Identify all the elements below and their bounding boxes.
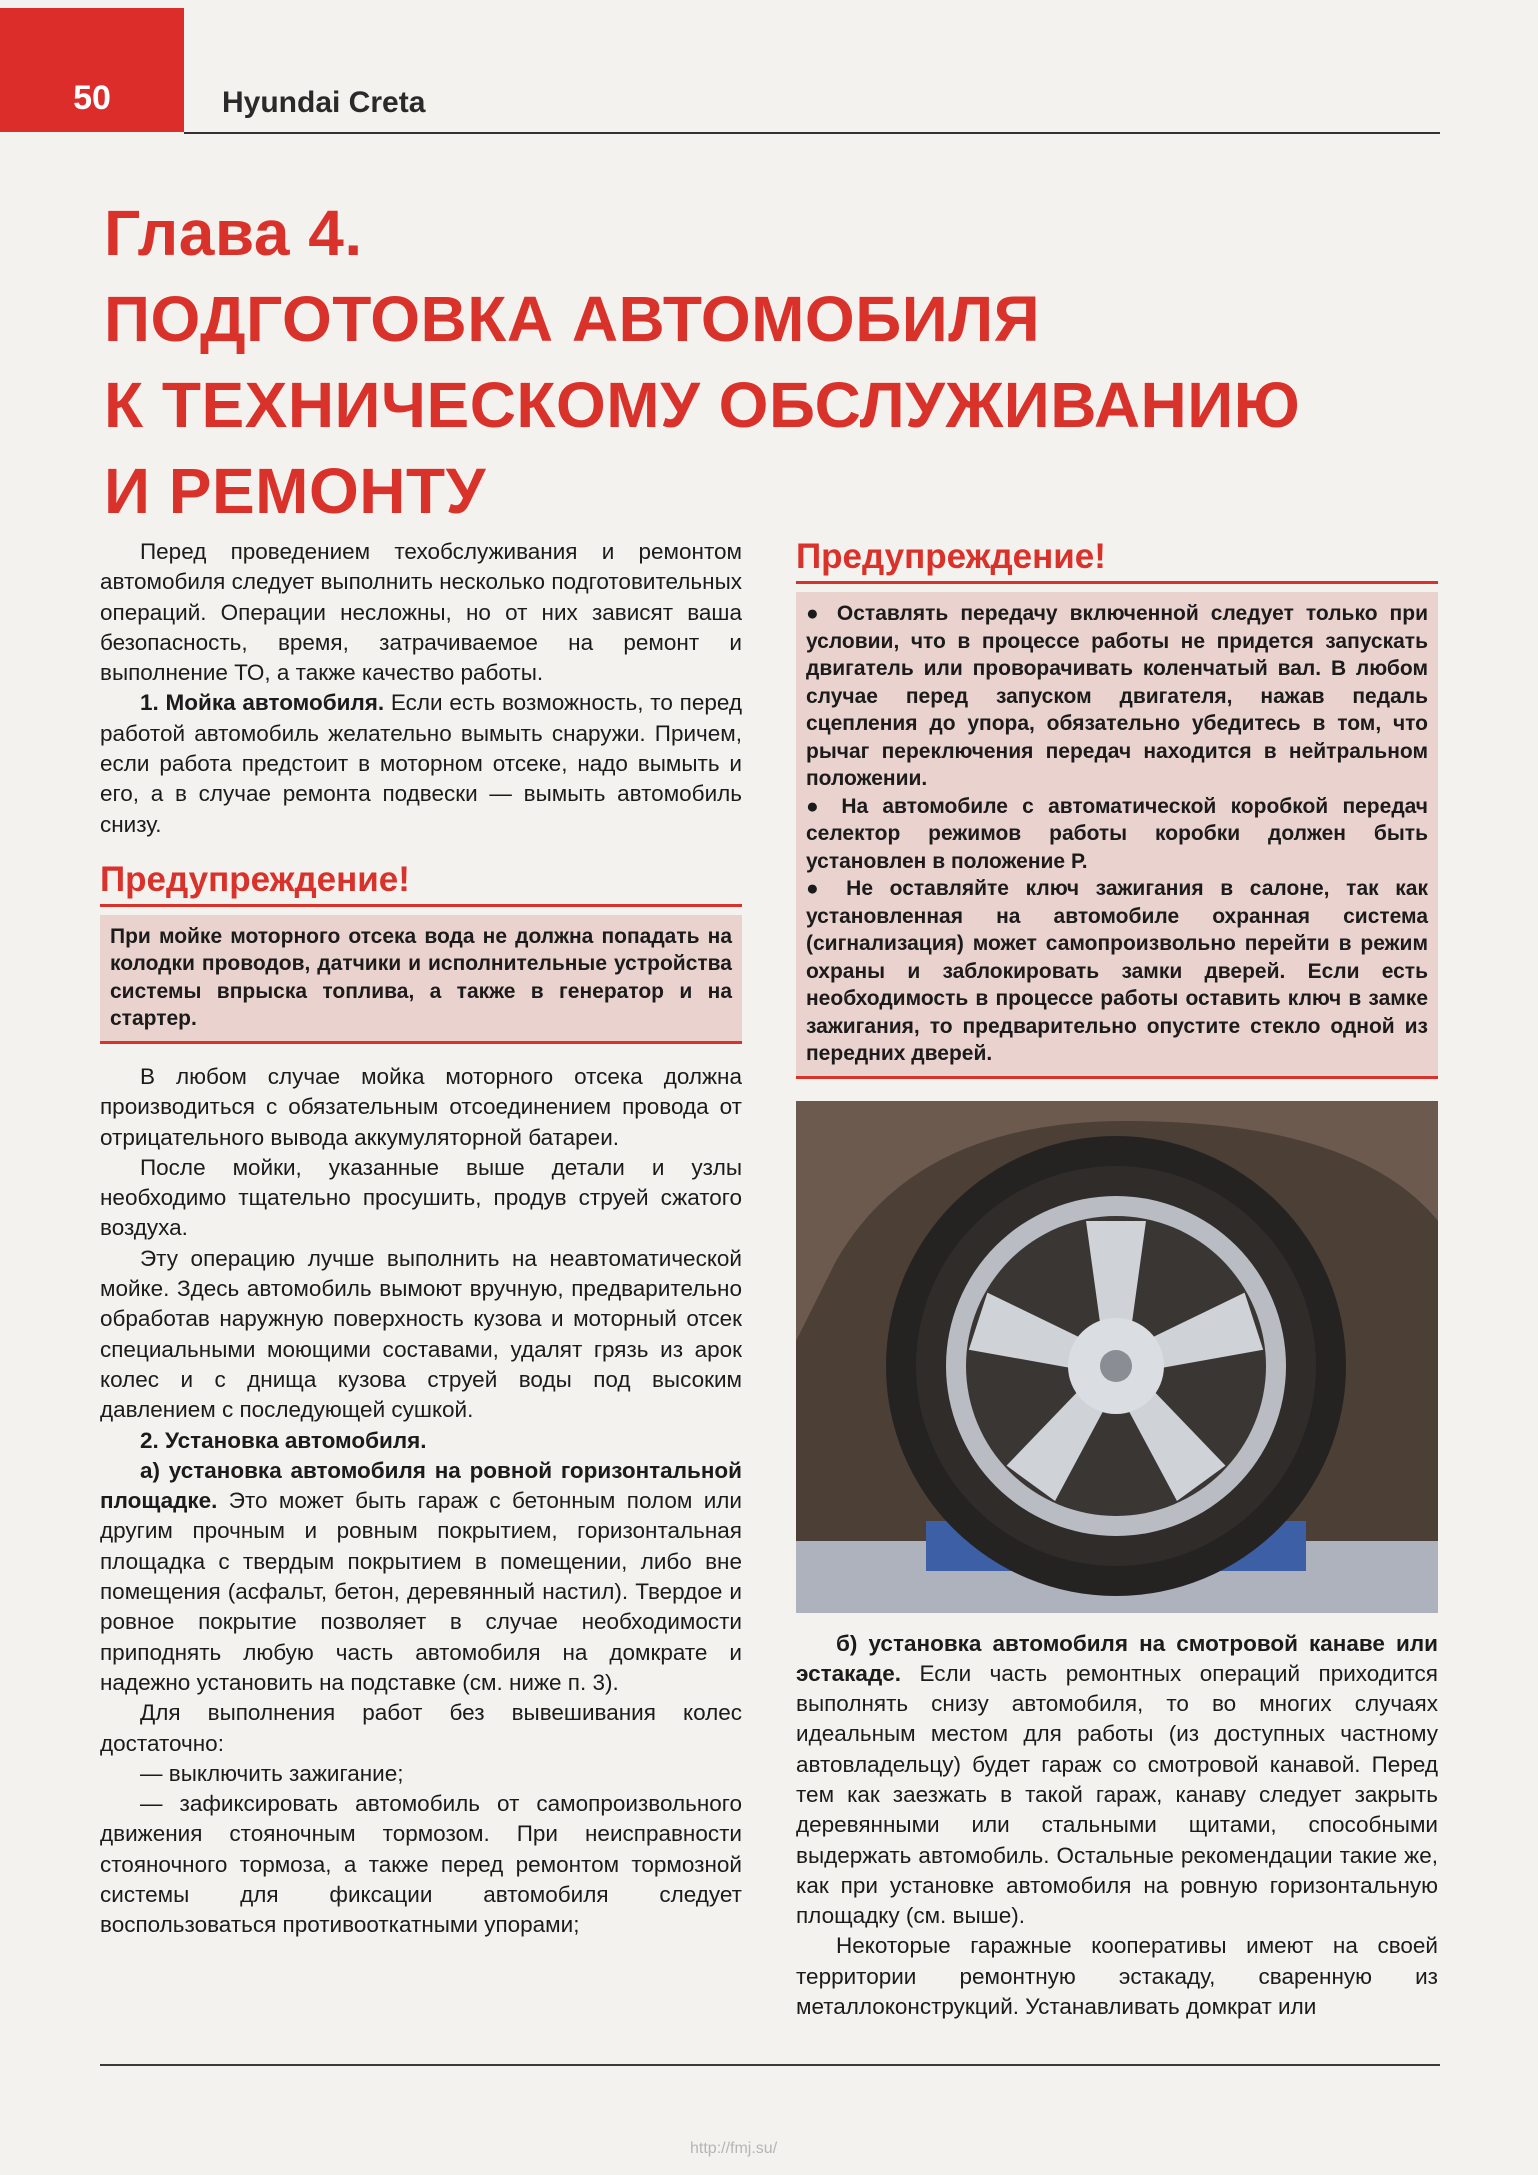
install-a-text: Это может быть гараж с бетонным полом или другим прочным и ровным покрытием, горизонтальная площадка с твердым покрытием в помещении, либо вне помещения (асфальт, бетон, деревянный настил). Твердое и ровное покрытие позволяет в случае необходимости приподнять любую часть автомобиля на домкрате и надежно установить на подставке (см. ниже п. 3). <box>100 1488 742 1695</box>
warning-bullet: ● На автомобиле с автоматической коробкой передач селектор режимов работы коробки должен быть установлен в положение Р. <box>806 794 1428 873</box>
paragraph: Эту операцию лучше выполнить на неавтоматической мойке. Здесь автомобиль вымоют вручную, предварительно обработав наружную поверхность кузова и моторный отсек специальными моющими составами, удалят грязь из арок колес и с днища кузова струей воды под высоким давлением с последующей сушкой. <box>100 1245 742 1423</box>
wash-heading: 1. Мойка автомобиля. <box>140 690 385 716</box>
header-rule <box>184 132 1440 134</box>
install-a-heading: а) установка автомобиля на ровной горизонтальной площадке. <box>100 1457 742 1514</box>
warning-title: Предупреждение! <box>796 537 1438 584</box>
install-a-paragraph <box>100 1456 742 1698</box>
intro-paragraph: Перед проведением техобслуживания и ремонтом автомобиля следует выполнить несколько подготовительных операций. Операции несложны, но от них зависят ваша безопасность, время, затрачиваемое на ремонт и выполнение ТО, а также качество работы. <box>100 539 742 686</box>
book-title: Hyundai Creta <box>222 86 426 119</box>
paragraph: Для выполнения работ без вывешивания колес достаточно: <box>100 1700 742 1756</box>
warning-title: Предупреждение! <box>100 860 742 907</box>
watermark: http://fmj.su/ <box>690 2140 778 2157</box>
install-heading: 2. Установка автомобиля. <box>140 1427 427 1453</box>
chapter-number: Глава 4. <box>104 197 363 269</box>
right-column <box>796 537 1438 2022</box>
wash-text: Если есть возможность, то перед работой автомобиль желательно вымыть снаружи. Причем, если работа предстоит в моторном отсеке, надо вымыть и его, а в случае ремонта подвески — вымыть автомобиль снизу. <box>100 690 742 837</box>
chapter-title-line: ПОДГОТОВКА АВТОМОБИЛЯ <box>104 283 1041 355</box>
wheel-photo <box>796 1101 1438 1613</box>
install-b-heading: б) установка автомобиля на смотровой канаве или эстакаде. <box>796 1630 1438 1686</box>
warning-bullet-text: Не оставляйте ключ зажигания в салоне, так как установленная на автомобиле охранная система (сигнализация) может самопроизвольно перейти в режим охраны и заблокировать замки дверей. Если есть необходимость в процессе работы оставить ключ в замке зажигания, то предварительно опустите стекло одной из передних дверей. <box>806 877 1428 1065</box>
left-column <box>100 537 742 1941</box>
dash-item: — выключить зажигание; <box>140 1760 404 1786</box>
warning-text: При мойке моторного отсека вода не должна попадать на колодки проводов, датчики и исполнительные устройства системы впрыска топлива, а также в генератор и на стартер. <box>110 924 732 1031</box>
dash-item: — зафиксировать автомобиль от самопроизвольного движения стояночным тормозом. При неисправности стояночного тормоза, а также перед ремонтом тормозной системы для фиксации автомобиля следует воспользоваться противооткатными упорами; <box>100 1791 742 1938</box>
paragraph: После мойки, указанные выше детали и узлы необходимо тщательно просушить, продув струей сжатого воздуха. <box>100 1154 742 1241</box>
page-number: 50 <box>73 79 111 117</box>
chapter-title <box>104 190 1444 534</box>
install-b-text: Если часть ремонтных операций приходится выполнять снизу автомобиля, то во многих случаях идеальным местом для работы (из доступных частному автовладельцу) будет гараж со смотровой канавой. Перед тем как заезжать в такой гараж, канаву следует закрыть деревянными или стальными щитами, способными выдержать автомобиль. Остальные рекомендации такие же, как при установке автомобиля на ровную горизонтальную площадку (см. выше). <box>796 1660 1438 1929</box>
paragraph: Некоторые гаражные кооперативы имеют на своей территории ремонтную эстакаду, сваренную из металлоконструкций. Устанавливать домкрат или <box>796 1933 1438 2020</box>
page-number-badge <box>0 8 184 132</box>
wash-paragraph <box>100 688 742 839</box>
footer-rule <box>100 2064 1440 2066</box>
chapter-title-line: И РЕМОНТУ <box>104 455 486 527</box>
warning-box <box>796 592 1438 1079</box>
warning-bullet-text: На автомобиле с автоматической коробкой передач селектор режимов работы коробки должен быть установлен в положение Р. <box>806 794 1428 873</box>
warning-bullet-text: Оставлять передачу включенной следует только при условии, что в процессе работы не придется запускать двигатель или проворачивать коленчатый вал. В любом случае перед запуском двигателя, нажав педаль сцепления до упора, обязательно убедитесь в том, что рычаг переключения передач находится в нейтральном положении. <box>806 602 1428 790</box>
wheel-illustration <box>796 1101 1438 1613</box>
install-b-paragraph <box>796 1629 1438 1932</box>
warning-bullet: ● Оставлять передачу включенной следует только при условии, что в процессе работы не придется запускать двигатель или проворачивать коленчатый вал. В любом случае перед запуском двигателя, нажав педаль сцепления до упора, обязательно убедитесь в том, что рычаг переключения передач находится в нейтральном положении. <box>806 602 1428 790</box>
paragraph: В любом случае мойка моторного отсека должна производиться с обязательным отсоединением провода от отрицательного вывода аккумуляторной батареи. <box>100 1063 742 1150</box>
warning-box <box>100 915 742 1044</box>
warning-bullet: ● Не оставляйте ключ зажигания в салоне, так как установленная на автомобиле охранная система (сигнализация) может самопроизвольно перейти в режим охраны и заблокировать замки дверей. Если есть необходимость в процессе работы оставить ключ в замке зажигания, то предварительно опустите стекло одной из передних дверей. <box>806 877 1428 1065</box>
chapter-title-line: К ТЕХНИЧЕСКОМУ ОБСЛУЖИВАНИЮ <box>104 369 1301 441</box>
